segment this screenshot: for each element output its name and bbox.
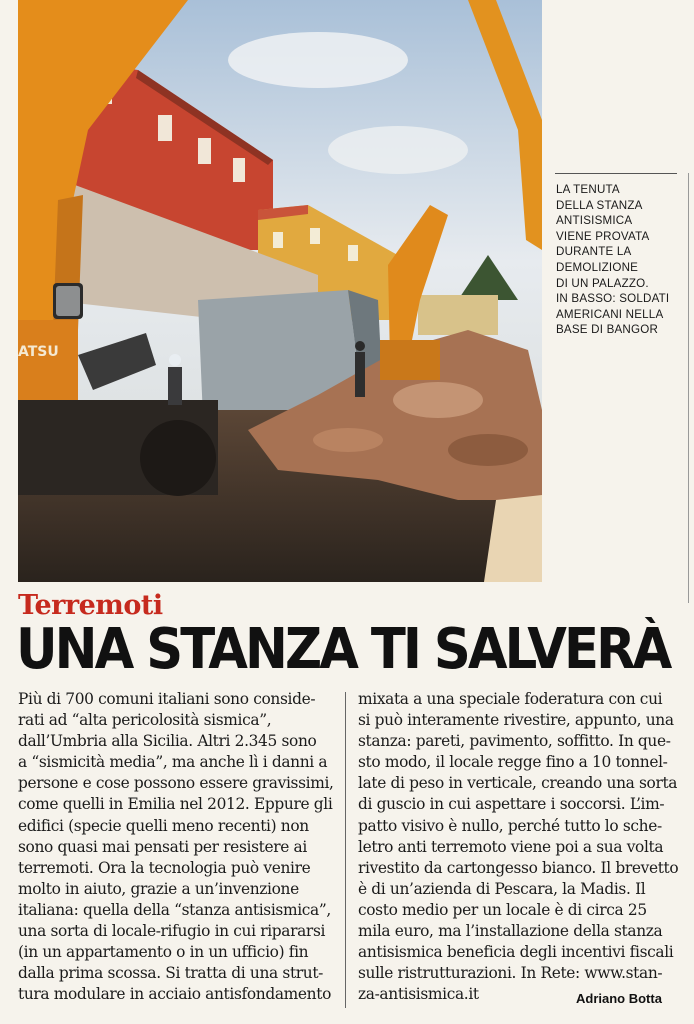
- article-headline: UNA STANZA TI SALVERÀ: [16, 617, 670, 682]
- body-line: sulle ristrutturazioni. In Rete: www.stan-: [358, 964, 663, 983]
- body-line: stanza: pareti, pavimento, soffitto. In que-: [358, 732, 671, 751]
- caption-line: VIENE PROVATA: [556, 229, 650, 243]
- article-column-2: [358, 689, 679, 1005]
- article-column-1: [18, 689, 334, 1005]
- caption-rule: [555, 173, 677, 174]
- caption-line: IN BASSO: SOLDATI: [556, 292, 670, 306]
- machine-brand-label: ATSU: [18, 344, 59, 360]
- caption-line: DEMOLIZIONE: [556, 260, 639, 274]
- caption-line: DURANTE LA: [556, 245, 632, 259]
- caption-line: LA TENUTA: [556, 183, 620, 196]
- body-line: edifici (specie quelli meno recenti) non: [18, 816, 309, 835]
- body-line: (in un appartamento o in un ufficio) fin: [18, 943, 309, 962]
- body-line: rivestito da cartongesso bianco. Il brevetto: [358, 858, 679, 877]
- author-byline: Adriano Botta: [576, 991, 662, 1006]
- body-line: dall’Umbria alla Sicilia. Altri 2.345 sono: [18, 732, 317, 751]
- body-line: si può interamente rivestire, appunto, una: [358, 711, 674, 730]
- body-line: italiana: quella della “stanza antisismica”,: [18, 900, 331, 919]
- body-line: antisismica beneficia degli incentivi fiscali: [358, 943, 674, 962]
- photo-caption: [556, 182, 678, 338]
- body-line: late di peso in verticale, creando una sorta: [358, 774, 678, 793]
- body-line: dalla prima scossa. Si tratta di una strut-: [18, 964, 324, 983]
- body-line: patto visivo è nullo, perché tutto lo sche-: [358, 816, 662, 835]
- body-line: Più di 700 comuni italiani sono conside-: [18, 690, 316, 708]
- column-divider: [345, 692, 346, 1008]
- body-line: mixata a una speciale foderatura con cui: [358, 690, 663, 708]
- caption-line: BASE DI BANGOR: [556, 323, 659, 337]
- body-line: letro anti terremoto viene poi a sua volta: [358, 837, 664, 856]
- body-line: sto modo, il locale regge fino a 10 tonnel-: [358, 753, 668, 772]
- section-kicker: Terremoti: [18, 590, 163, 621]
- margin-rule: [688, 173, 689, 603]
- body-line: di guscio in cui aspettare i soccorsi. L’im-: [358, 795, 665, 814]
- body-line: a “sismicità media”, ma anche lì i danni a: [18, 753, 328, 772]
- body-line: sono quasi mai pensati per resistere ai: [18, 837, 307, 856]
- caption-line: AMERICANI NELLA: [556, 307, 664, 321]
- body-line: rati ad “alta pericolosità sismica”,: [18, 711, 272, 730]
- body-line: za-antisismica.it: [358, 985, 479, 1004]
- caption-line: DI UN PALAZZO.: [556, 276, 649, 290]
- caption-line: DELLA STANZA: [556, 198, 643, 212]
- body-line: una sorta di locale-rifugio in cui ripararsi: [18, 922, 326, 941]
- body-line: terremoti. Ora la tecnologia può venire: [18, 858, 311, 877]
- body-line: tura modulare in acciaio antisfondamento: [18, 985, 331, 1004]
- body-line: mila euro, ma l’installazione della stanza: [358, 922, 663, 941]
- body-line: molto in aiuto, grazie a un’invenzione: [18, 879, 299, 898]
- body-line: come quelli in Emilia nel 2012. Eppure gli: [18, 795, 333, 814]
- caption-line: ANTISISMICA: [556, 214, 633, 228]
- body-line: costo medio per un locale è di circa 25: [358, 900, 647, 919]
- demolition-photo: [18, 0, 542, 582]
- body-line: è di un’azienda di Pescara, la Madis. Il: [358, 879, 646, 898]
- body-line: persone e cose possono essere gravissimi,: [18, 774, 334, 793]
